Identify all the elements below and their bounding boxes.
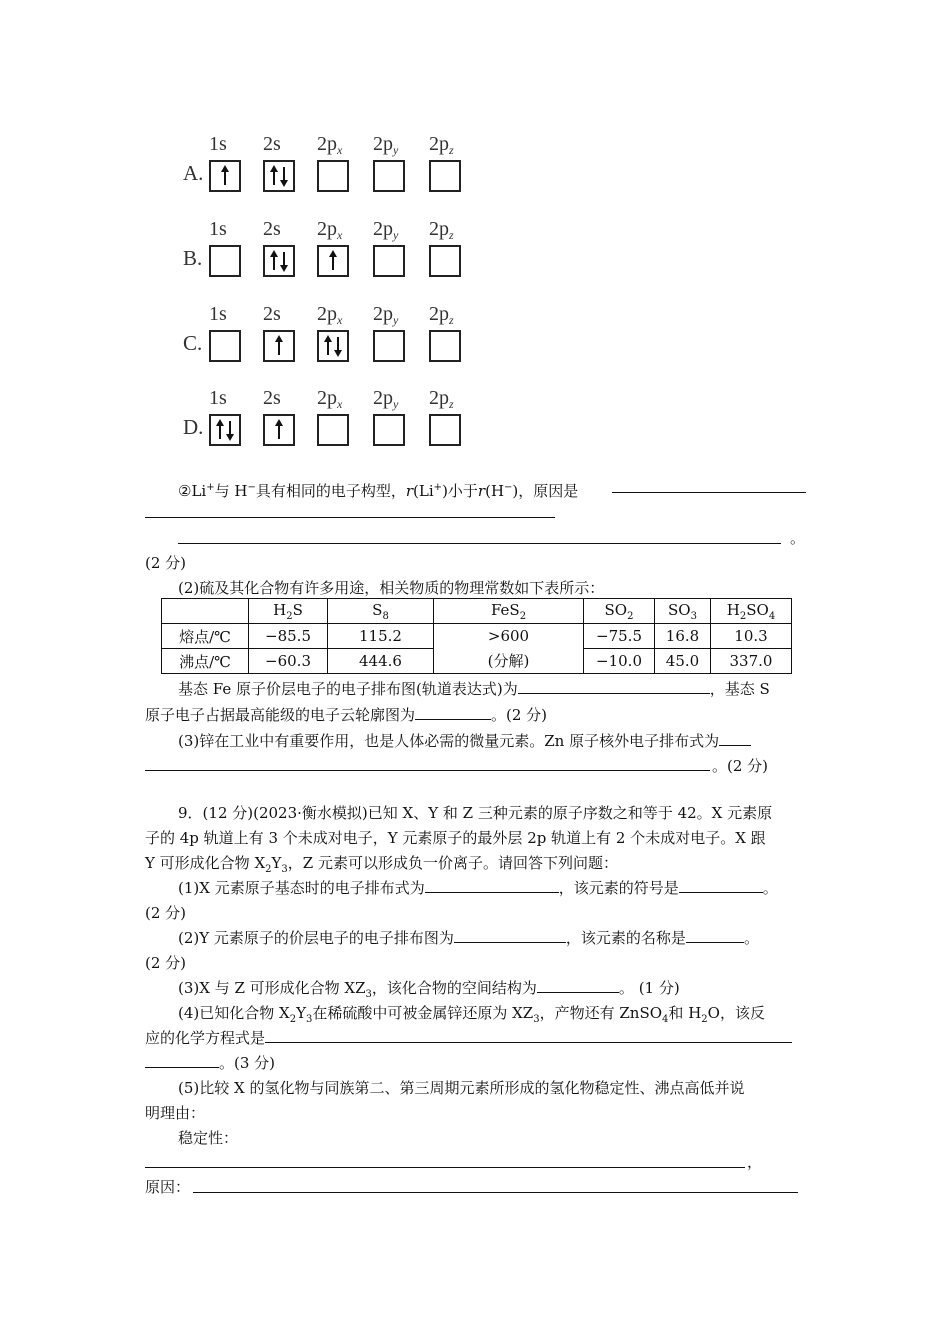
answer-blank[interactable] <box>145 1167 745 1168</box>
table-header-cell: $SO_3$ <box>655 599 711 624</box>
q9-part-4-line-1: (4)已知化合物 $X_2Y_3$在稀硫酸中可被金属锌还原为 $XZ_3$，产物还有 ZnSO$_4$和 $H_2O$，该反 <box>178 1004 765 1025</box>
answer-blank[interactable] <box>145 1053 219 1068</box>
answer-blank[interactable] <box>145 517 555 518</box>
option-label: B. <box>183 246 203 270</box>
q9-part-4-line-3: 。(3 分) <box>145 1053 275 1073</box>
q9-part-5-line-1: (5)比较 X 的氢化物与同族第二、第三周期元素所形成的氢化物稳定性、沸点高低并说 <box>178 1079 745 1097</box>
table-cell: 115.2 <box>328 624 434 649</box>
option-label: A. <box>183 161 204 185</box>
orbital-label: 2s <box>263 303 281 325</box>
option-label: D. <box>183 415 204 439</box>
orbital-label: $2p_z$ <box>429 387 454 411</box>
table-cell: 444.6 <box>328 649 434 674</box>
q9-stem-line-1: 9．(12 分)(2023·衡水模拟)已知 X、Y 和 Z 三种元素的原子序数之和等于 42。X 元素原 <box>178 804 773 822</box>
orbital-box <box>373 330 405 362</box>
orbital-box <box>429 414 461 446</box>
question-3-line-1: (3)锌在工业中有重要作用，也是人体必需的微量元素。Zn 原子核外电子排布式为 <box>178 731 751 751</box>
orbital-label: $2p_x$ <box>317 218 343 242</box>
q9-stem-line-2: 子的 4p 轨道上有 3 个未成对电子，Y 元素原子的最外层 2p 轨道上有 2 个未成对电子。X 跟 <box>145 829 766 847</box>
spin-down-arrow-icon <box>283 167 285 185</box>
table-header-empty <box>162 599 249 624</box>
orbital-label: $2p_z$ <box>429 303 454 327</box>
table-header-cell: FeS$_2$ <box>434 599 584 624</box>
spin-up-arrow-icon <box>278 337 280 355</box>
orbital-box <box>429 160 461 192</box>
table-cell: >600 <box>434 624 584 649</box>
q9-part-3: (3)X 与 Z 可形成化合物 $XZ_3$，该化合物的空间结构为 。 (1 分) <box>178 979 680 1000</box>
orbital-label: $2p_y$ <box>373 218 399 242</box>
end-mark: 。 <box>790 529 806 547</box>
table-cell: −85.5 <box>249 624 328 649</box>
table-cell: −75.5 <box>584 624 655 649</box>
fe-question-line-1: 基态 Fe 原子价层电子的电子排布图(轨道表达式)为 ，基态 S <box>178 680 770 698</box>
orbital-label: 1s <box>209 303 227 325</box>
option-label: C. <box>183 331 203 355</box>
spin-up-arrow-icon <box>219 421 221 439</box>
spin-up-arrow-icon <box>278 421 280 439</box>
question-2-intro: (2)硫及其化合物有许多用途，相关物质的物理常数如下表所示： <box>178 579 605 597</box>
orbital-label: 1s <box>209 218 227 240</box>
orbital-label: 2s <box>263 218 281 240</box>
answer-blank[interactable] <box>537 978 619 993</box>
orbital-box <box>429 330 461 362</box>
answer-blank[interactable] <box>518 679 710 694</box>
answer-blank[interactable] <box>265 1028 792 1043</box>
orbital-box <box>263 245 295 277</box>
reason-label: 原因： <box>145 1178 191 1196</box>
table-row <box>162 624 792 649</box>
orbital-label: $2p_y$ <box>373 133 399 157</box>
orbital-label: $2p_x$ <box>317 303 343 327</box>
spin-down-arrow-icon <box>229 421 231 439</box>
comma-mark: ， <box>747 1153 763 1171</box>
table-header-cell: $SO_2$ <box>584 599 655 624</box>
table-row <box>162 649 792 674</box>
answer-blank[interactable] <box>719 731 751 746</box>
orbital-label: $2p_x$ <box>317 387 343 411</box>
answer-blank[interactable] <box>686 928 744 943</box>
orbital-label: 1s <box>209 133 227 155</box>
orbital-label: $2p_z$ <box>429 218 454 242</box>
orbital-box <box>263 414 295 446</box>
q9-stem-line-3: Y 可形成化合物 $X_2Y_3$，Z 元素可以形成负一价离子。请回答下列问题： <box>145 854 618 875</box>
orbital-label: $2p_x$ <box>317 133 343 157</box>
orbital-box <box>317 160 349 192</box>
question-3-end: 。(2 分) <box>712 757 769 775</box>
q9-part-4-line-2: 应的化学方程式是 <box>145 1028 792 1048</box>
table-header-cell: $S_8$ <box>328 599 434 624</box>
physical-constants-table <box>161 598 792 674</box>
orbital-label: 1s <box>209 387 227 409</box>
table-cell: −60.3 <box>249 649 328 674</box>
score-text: (2 分) <box>145 554 187 572</box>
score-text: (2 分) <box>145 954 187 972</box>
orbital-box <box>209 414 241 446</box>
orbital-label: 2s <box>263 133 281 155</box>
orbital-box <box>209 160 241 192</box>
orbital-label: $2p_y$ <box>373 303 399 327</box>
orbital-box <box>263 330 295 362</box>
table-header-row <box>162 599 792 624</box>
spin-up-arrow-icon <box>327 337 329 355</box>
answer-blank[interactable] <box>679 878 763 893</box>
spin-up-arrow-icon <box>332 252 334 270</box>
spin-down-arrow-icon <box>283 252 285 270</box>
orbital-box <box>373 245 405 277</box>
table-cell: 16.8 <box>655 624 711 649</box>
orbital-box <box>263 160 295 192</box>
q9-part-2: (2)Y 元素原子的价层电子的电子排布图为 ，该元素的名称是 。 <box>178 929 759 947</box>
table-cell: 337.0 <box>711 649 792 674</box>
answer-blank[interactable] <box>612 492 806 493</box>
answer-blank[interactable] <box>193 1192 798 1193</box>
answer-blank[interactable] <box>415 705 491 720</box>
answer-blank[interactable] <box>145 770 710 771</box>
orbital-box <box>209 330 241 362</box>
spin-up-arrow-icon <box>273 252 275 270</box>
orbital-box <box>317 414 349 446</box>
table-header-cell: $H_2SO_4$ <box>711 599 792 624</box>
table-header-cell: $H_2S$ <box>249 599 328 624</box>
table-cell: 45.0 <box>655 649 711 674</box>
score-text: (2 分) <box>145 904 187 922</box>
q9-part-5-line-2: 明理由： <box>145 1104 206 1122</box>
table-row-label: 熔点/℃ <box>162 624 249 649</box>
orbital-label: 2s <box>263 387 281 409</box>
table-row-label: 沸点/℃ <box>162 649 249 674</box>
orbital-label: $2p_z$ <box>429 133 454 157</box>
orbital-label: $2p_y$ <box>373 387 399 411</box>
answer-blank[interactable] <box>178 543 781 544</box>
orbital-box <box>373 160 405 192</box>
answer-blank[interactable] <box>454 928 566 943</box>
table-cell: −10.0 <box>584 649 655 674</box>
table-cell: (分解) <box>434 649 584 674</box>
spin-up-arrow-icon <box>273 167 275 185</box>
stability-label: 稳定性： <box>178 1129 239 1147</box>
q9-part-1: (1)X 元素原子基态时的电子排布式为 ，该元素的符号是 。 <box>178 879 778 897</box>
fe-question-line-2: 原子电子占据最高能级的电子云轮廓图为 。(2 分) <box>145 706 548 724</box>
orbital-box <box>209 245 241 277</box>
spin-down-arrow-icon <box>337 337 339 355</box>
table-cell: 10.3 <box>711 624 792 649</box>
orbital-box <box>429 245 461 277</box>
answer-blank[interactable] <box>425 878 559 893</box>
orbital-box <box>317 330 349 362</box>
question-li-h: ②Li+与 H−具有相同的电子构型，r(Li+)小于r(H−)，原因是 <box>178 482 579 500</box>
orbital-box <box>373 414 405 446</box>
spin-up-arrow-icon <box>224 167 226 185</box>
orbital-box <box>317 245 349 277</box>
